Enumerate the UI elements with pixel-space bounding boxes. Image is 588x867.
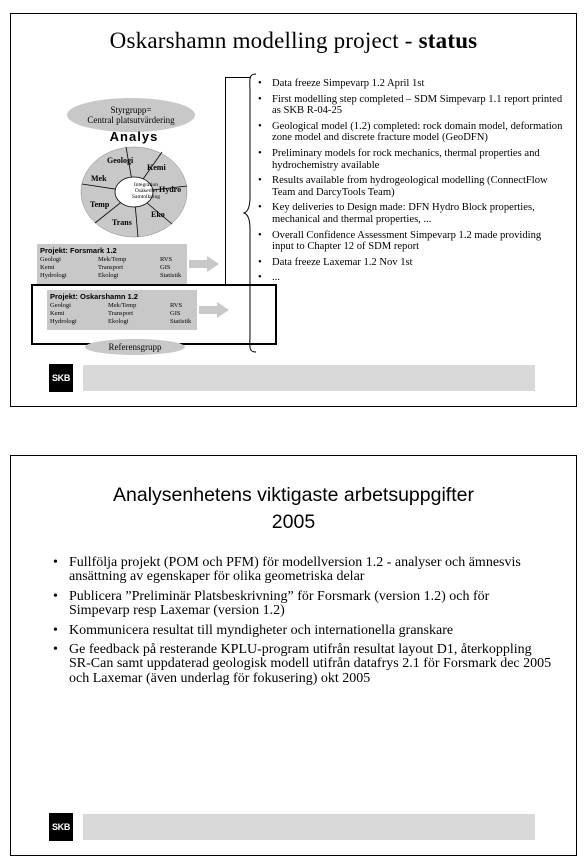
wheel-center-label: Integration Osäkerhet Samtolkning xyxy=(131,182,161,200)
wheel-segment-eko: Eko xyxy=(151,210,165,219)
project-disciplines: Geologi Mek/Temp RVS Kemi Transport GIS Hydrologi Ekologi Statistik xyxy=(40,256,182,279)
steering-group-label: Styrgrupp= xyxy=(110,105,152,115)
project-title: Projekt: Forsmark 1.2 xyxy=(40,246,117,255)
arrow-right-icon xyxy=(199,302,229,318)
skb-logo: SKB xyxy=(49,364,73,392)
footer-bar xyxy=(83,365,535,391)
curly-brace-icon xyxy=(243,72,257,354)
arrow-right-icon xyxy=(189,256,219,272)
list-item: • First modelling step completed – SDM Simpevarp 1.1 report printed as SKB R-04-25 xyxy=(258,93,563,117)
steering-group-ellipse xyxy=(67,98,195,132)
list-item: • Kommunicera resultat till myndigheter och internationella granskare xyxy=(53,622,454,638)
list-item: • Ge feedback på resterande KPLU-program utifrån resultat layout D1, återkoppling SR-Can samt uppdaterad geologisk modell utifrån datafrys 2.1 för Forsmark dec 2005 och Laxemar (även underlag för fokusering) okt 2005 xyxy=(53,642,552,686)
wheel-segment-trans: Trans xyxy=(112,218,132,227)
wheel-segment-mek: Mek xyxy=(91,174,107,183)
project-disciplines: Geologi Mek/Temp RVS Kemi Transport GIS Hydrologi Ekologi Statistik xyxy=(50,302,192,325)
wheel-segment-kemi: Kemi xyxy=(147,163,166,172)
footer-bar xyxy=(83,814,535,840)
analysis-label: Analys xyxy=(109,129,159,144)
wheel-segment-hydro: Hydro xyxy=(159,185,182,194)
slide-title: Oskarshamn modelling project - status xyxy=(109,28,478,53)
list-item: • Geological model (1.2) completed: rock domain model, deformation zone model and discrete fracture model (GeoDFN) xyxy=(258,120,563,144)
list-item: • Preliminary models for rock mechanics, thermal properties and hydrochemistry available xyxy=(258,147,540,171)
list-item: • Results available from hydrogeological modelling (ConnectFlow Team and DarcyTools Team) xyxy=(258,175,548,198)
slide-status xyxy=(10,13,577,407)
slide-title: Analysenhetens viktigaste arbetsuppgifter 2005 xyxy=(113,484,474,533)
status-bullet-list xyxy=(258,78,563,288)
project-title: Projekt: Oskarshamn 1.2 xyxy=(50,292,138,301)
project-oskarshamn-box xyxy=(47,290,197,330)
title-emphasis: status xyxy=(418,28,478,53)
skb-logo: SKB xyxy=(49,813,73,841)
list-item: • Publicera ”Preliminär Platsbeskrivning” för Forsmark (version 1.2) och för Simpevarp resp Laxemar (version 1.2) xyxy=(53,588,490,619)
list-item: • ... xyxy=(258,272,280,284)
reference-group-label: Referensgrupp xyxy=(108,342,162,352)
slide-tasks-2005 xyxy=(10,455,577,856)
tasks-bullet-list xyxy=(53,556,553,691)
reference-group-ellipse xyxy=(85,339,185,355)
list-item: • Data freeze Laxemar 1.2 Nov 1st xyxy=(258,256,413,268)
wheel-segment-temp: Temp xyxy=(90,200,110,209)
list-item: • Key deliveries to Design made: DFN Hydro Block properties, mechanical and thermal properties, ... xyxy=(258,202,535,225)
project-forsmark-box xyxy=(37,244,187,284)
connector-line xyxy=(225,77,226,285)
wheel-segment-geologi: Geologi xyxy=(107,156,134,165)
steering-group-sublabel: Central platsutvärdering xyxy=(87,115,175,125)
list-item: • Overall Confidence Assessment Simpevarp 1.2 made providing input to Chapter 12 of SDM report xyxy=(258,229,542,253)
list-item: • Fullfölja projekt (POM och PFM) för modellversion 1.2 - analyser och ämnesvis ansättning av egenskaper för olika geometriska delar xyxy=(53,555,521,585)
list-item: • Data freeze Simpevarp 1.2 April 1st xyxy=(258,78,425,89)
